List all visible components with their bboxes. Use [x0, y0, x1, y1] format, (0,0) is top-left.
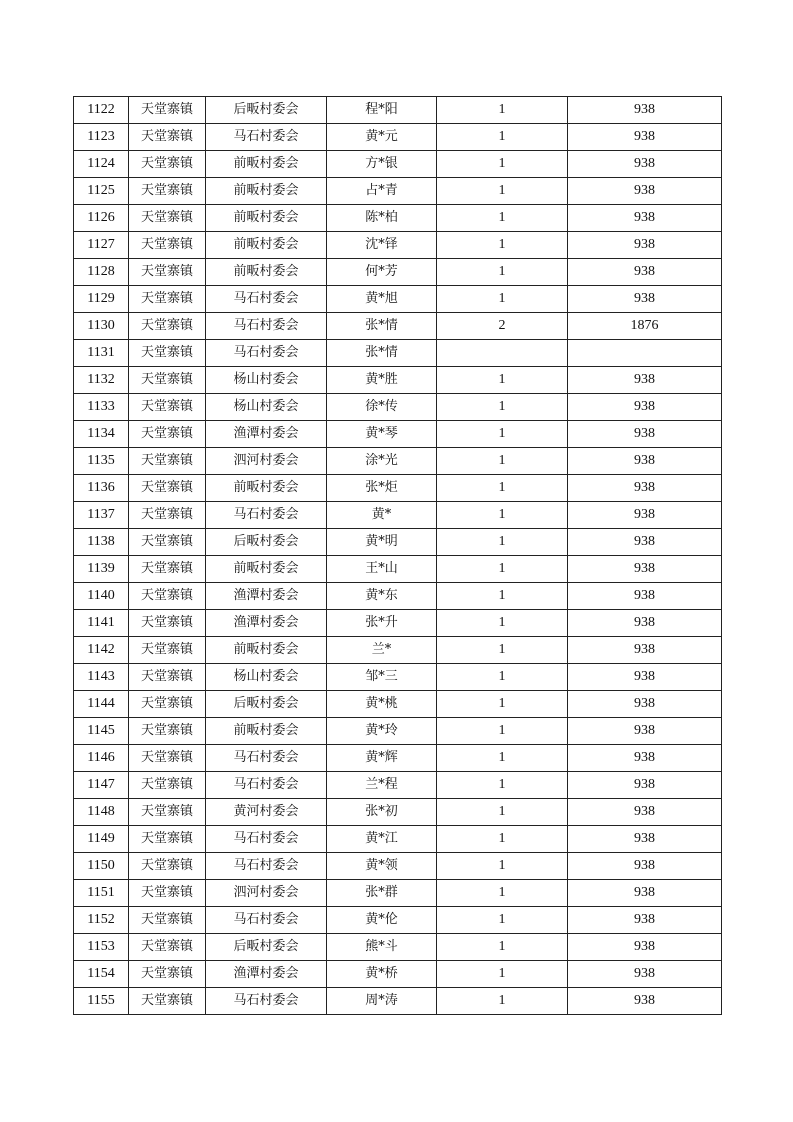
table-row: [74, 988, 722, 1015]
cell-serial-number: 1132: [74, 367, 129, 394]
cell-town: 天堂寨镇: [129, 286, 206, 313]
cell-town: 天堂寨镇: [129, 880, 206, 907]
cell-serial-number: 1122: [74, 97, 129, 124]
cell-count: 1: [437, 799, 568, 826]
cell-amount: 938: [568, 205, 722, 232]
cell-village: 前畈村委会: [206, 637, 327, 664]
cell-town: 天堂寨镇: [129, 853, 206, 880]
table-row: [74, 232, 722, 259]
cell-person-name: 黄*琴: [327, 421, 437, 448]
cell-serial-number: 1147: [74, 772, 129, 799]
cell-person-name: 周*涛: [327, 988, 437, 1015]
cell-count: 1: [437, 853, 568, 880]
cell-town: 天堂寨镇: [129, 691, 206, 718]
cell-serial-number: 1136: [74, 475, 129, 502]
cell-village: 后畈村委会: [206, 97, 327, 124]
cell-serial-number: 1141: [74, 610, 129, 637]
subsidy-table: [73, 96, 722, 1015]
cell-village: 前畈村委会: [206, 556, 327, 583]
cell-count: 1: [437, 556, 568, 583]
cell-count: 1: [437, 475, 568, 502]
cell-person-name: 黄*胜: [327, 367, 437, 394]
cell-village: 前畈村委会: [206, 259, 327, 286]
cell-serial-number: 1128: [74, 259, 129, 286]
table-row: [74, 394, 722, 421]
cell-village: 马石村委会: [206, 826, 327, 853]
table-row: [74, 421, 722, 448]
cell-count: 1: [437, 637, 568, 664]
table-row: [74, 664, 722, 691]
cell-amount: 938: [568, 637, 722, 664]
cell-count: 1: [437, 664, 568, 691]
cell-count: 1: [437, 421, 568, 448]
cell-count: 1: [437, 880, 568, 907]
cell-serial-number: 1149: [74, 826, 129, 853]
cell-serial-number: 1138: [74, 529, 129, 556]
table-row: [74, 772, 722, 799]
cell-village: 渔潭村委会: [206, 583, 327, 610]
cell-village: 前畈村委会: [206, 178, 327, 205]
cell-amount: 938: [568, 151, 722, 178]
cell-serial-number: 1150: [74, 853, 129, 880]
cell-count: [437, 340, 568, 367]
cell-town: 天堂寨镇: [129, 529, 206, 556]
cell-amount: 938: [568, 502, 722, 529]
cell-town: 天堂寨镇: [129, 313, 206, 340]
cell-town: 天堂寨镇: [129, 907, 206, 934]
cell-town: 天堂寨镇: [129, 448, 206, 475]
cell-village: 杨山村委会: [206, 394, 327, 421]
cell-town: 天堂寨镇: [129, 124, 206, 151]
table-row: [74, 448, 722, 475]
cell-village: 黄河村委会: [206, 799, 327, 826]
cell-count: 1: [437, 610, 568, 637]
cell-person-name: 张*群: [327, 880, 437, 907]
cell-amount: 938: [568, 772, 722, 799]
cell-town: 天堂寨镇: [129, 745, 206, 772]
cell-person-name: 黄*东: [327, 583, 437, 610]
table-row: [74, 286, 722, 313]
table-row: [74, 529, 722, 556]
cell-person-name: 黄*桃: [327, 691, 437, 718]
cell-count: 1: [437, 367, 568, 394]
cell-amount: 938: [568, 448, 722, 475]
cell-town: 天堂寨镇: [129, 934, 206, 961]
cell-count: 1: [437, 286, 568, 313]
cell-amount: 938: [568, 745, 722, 772]
cell-count: 1: [437, 988, 568, 1015]
cell-amount: 1876: [568, 313, 722, 340]
cell-serial-number: 1137: [74, 502, 129, 529]
cell-village: 杨山村委会: [206, 664, 327, 691]
table-row: [74, 178, 722, 205]
cell-village: 杨山村委会: [206, 367, 327, 394]
cell-serial-number: 1135: [74, 448, 129, 475]
cell-serial-number: 1127: [74, 232, 129, 259]
cell-count: 1: [437, 394, 568, 421]
cell-village: 马石村委会: [206, 502, 327, 529]
table-row: [74, 718, 722, 745]
cell-serial-number: 1140: [74, 583, 129, 610]
cell-town: 天堂寨镇: [129, 988, 206, 1015]
cell-amount: 938: [568, 988, 722, 1015]
cell-amount: 938: [568, 178, 722, 205]
cell-count: 1: [437, 907, 568, 934]
cell-village: 马石村委会: [206, 745, 327, 772]
cell-count: 1: [437, 718, 568, 745]
cell-serial-number: 1133: [74, 394, 129, 421]
table-row: [74, 556, 722, 583]
cell-village: 渔潭村委会: [206, 610, 327, 637]
cell-serial-number: 1153: [74, 934, 129, 961]
cell-town: 天堂寨镇: [129, 961, 206, 988]
cell-amount: 938: [568, 421, 722, 448]
cell-count: 1: [437, 259, 568, 286]
cell-town: 天堂寨镇: [129, 664, 206, 691]
cell-count: 1: [437, 691, 568, 718]
table-row: [74, 799, 722, 826]
cell-serial-number: 1131: [74, 340, 129, 367]
cell-village: 前畈村委会: [206, 232, 327, 259]
cell-count: 1: [437, 205, 568, 232]
cell-count: 1: [437, 934, 568, 961]
cell-serial-number: 1151: [74, 880, 129, 907]
cell-town: 天堂寨镇: [129, 97, 206, 124]
cell-town: 天堂寨镇: [129, 259, 206, 286]
cell-serial-number: 1146: [74, 745, 129, 772]
cell-serial-number: 1145: [74, 718, 129, 745]
cell-person-name: 方*银: [327, 151, 437, 178]
table-row: [74, 610, 722, 637]
cell-village: 马石村委会: [206, 340, 327, 367]
cell-serial-number: 1139: [74, 556, 129, 583]
cell-person-name: 熊*斗: [327, 934, 437, 961]
cell-count: 1: [437, 97, 568, 124]
cell-person-name: 张*炬: [327, 475, 437, 502]
cell-town: 天堂寨镇: [129, 421, 206, 448]
cell-amount: 938: [568, 880, 722, 907]
cell-amount: 938: [568, 799, 722, 826]
cell-amount: 938: [568, 907, 722, 934]
cell-count: 1: [437, 529, 568, 556]
cell-town: 天堂寨镇: [129, 205, 206, 232]
cell-count: 1: [437, 124, 568, 151]
cell-person-name: 黄*明: [327, 529, 437, 556]
cell-amount: 938: [568, 124, 722, 151]
cell-amount: 938: [568, 718, 722, 745]
table-row: [74, 853, 722, 880]
cell-person-name: 兰*: [327, 637, 437, 664]
cell-village: 马石村委会: [206, 124, 327, 151]
cell-town: 天堂寨镇: [129, 475, 206, 502]
cell-town: 天堂寨镇: [129, 394, 206, 421]
cell-amount: 938: [568, 610, 722, 637]
cell-serial-number: 1125: [74, 178, 129, 205]
cell-count: 1: [437, 151, 568, 178]
cell-person-name: 黄*玲: [327, 718, 437, 745]
cell-count: 1: [437, 826, 568, 853]
cell-count: 1: [437, 745, 568, 772]
cell-person-name: 张*初: [327, 799, 437, 826]
cell-amount: 938: [568, 934, 722, 961]
table-row: [74, 151, 722, 178]
table-row: [74, 934, 722, 961]
cell-amount: 938: [568, 232, 722, 259]
cell-amount: 938: [568, 961, 722, 988]
cell-village: 渔潭村委会: [206, 961, 327, 988]
cell-serial-number: 1152: [74, 907, 129, 934]
table-row: [74, 880, 722, 907]
cell-town: 天堂寨镇: [129, 799, 206, 826]
cell-amount: 938: [568, 583, 722, 610]
cell-person-name: 徐*传: [327, 394, 437, 421]
cell-person-name: 涂*光: [327, 448, 437, 475]
cell-amount: 938: [568, 826, 722, 853]
cell-town: 天堂寨镇: [129, 826, 206, 853]
cell-serial-number: 1126: [74, 205, 129, 232]
cell-town: 天堂寨镇: [129, 367, 206, 394]
cell-village: 后畈村委会: [206, 934, 327, 961]
cell-village: 马石村委会: [206, 772, 327, 799]
table-row: [74, 367, 722, 394]
cell-count: 1: [437, 178, 568, 205]
cell-amount: 938: [568, 97, 722, 124]
cell-amount: 938: [568, 259, 722, 286]
cell-amount: 938: [568, 367, 722, 394]
cell-amount: [568, 340, 722, 367]
cell-count: 1: [437, 772, 568, 799]
cell-serial-number: 1142: [74, 637, 129, 664]
table-row: [74, 637, 722, 664]
cell-town: 天堂寨镇: [129, 340, 206, 367]
table-row: [74, 97, 722, 124]
cell-serial-number: 1123: [74, 124, 129, 151]
cell-person-name: 黄*桥: [327, 961, 437, 988]
cell-village: 泗河村委会: [206, 448, 327, 475]
cell-amount: 938: [568, 664, 722, 691]
cell-village: 后畈村委会: [206, 691, 327, 718]
cell-town: 天堂寨镇: [129, 178, 206, 205]
cell-village: 马石村委会: [206, 313, 327, 340]
table-row: [74, 502, 722, 529]
table-row: [74, 475, 722, 502]
table-row: [74, 340, 722, 367]
cell-person-name: 黄*元: [327, 124, 437, 151]
cell-town: 天堂寨镇: [129, 772, 206, 799]
table-body: [74, 97, 722, 1015]
cell-town: 天堂寨镇: [129, 502, 206, 529]
cell-count: 1: [437, 583, 568, 610]
cell-amount: 938: [568, 394, 722, 421]
cell-village: 前畈村委会: [206, 151, 327, 178]
table-row: [74, 259, 722, 286]
cell-serial-number: 1129: [74, 286, 129, 313]
cell-person-name: 程*阳: [327, 97, 437, 124]
cell-amount: 938: [568, 529, 722, 556]
table-row: [74, 907, 722, 934]
cell-person-name: 兰*程: [327, 772, 437, 799]
cell-person-name: 邹*三: [327, 664, 437, 691]
cell-town: 天堂寨镇: [129, 637, 206, 664]
cell-town: 天堂寨镇: [129, 718, 206, 745]
cell-serial-number: 1148: [74, 799, 129, 826]
cell-count: 1: [437, 502, 568, 529]
table-row: [74, 826, 722, 853]
cell-amount: 938: [568, 556, 722, 583]
cell-serial-number: 1130: [74, 313, 129, 340]
cell-town: 天堂寨镇: [129, 232, 206, 259]
cell-serial-number: 1134: [74, 421, 129, 448]
cell-village: 马石村委会: [206, 988, 327, 1015]
cell-person-name: 黄*旭: [327, 286, 437, 313]
cell-village: 马石村委会: [206, 853, 327, 880]
cell-person-name: 黄*领: [327, 853, 437, 880]
cell-person-name: 张*升: [327, 610, 437, 637]
cell-person-name: 黄*江: [327, 826, 437, 853]
cell-count: 1: [437, 448, 568, 475]
cell-person-name: 王*山: [327, 556, 437, 583]
cell-person-name: 陈*柏: [327, 205, 437, 232]
cell-town: 天堂寨镇: [129, 556, 206, 583]
cell-count: 1: [437, 961, 568, 988]
table-row: [74, 745, 722, 772]
cell-person-name: 占*青: [327, 178, 437, 205]
cell-person-name: 沈*铎: [327, 232, 437, 259]
cell-town: 天堂寨镇: [129, 583, 206, 610]
cell-person-name: 黄*: [327, 502, 437, 529]
cell-serial-number: 1124: [74, 151, 129, 178]
cell-count: 1: [437, 232, 568, 259]
cell-person-name: 何*芳: [327, 259, 437, 286]
table-row: [74, 583, 722, 610]
table-row: [74, 124, 722, 151]
cell-count: 2: [437, 313, 568, 340]
cell-village: 前畈村委会: [206, 205, 327, 232]
table-row: [74, 313, 722, 340]
cell-person-name: 张*情: [327, 340, 437, 367]
cell-serial-number: 1155: [74, 988, 129, 1015]
cell-village: 马石村委会: [206, 286, 327, 313]
cell-village: 泗河村委会: [206, 880, 327, 907]
cell-person-name: 张*情: [327, 313, 437, 340]
cell-village: 前畈村委会: [206, 718, 327, 745]
cell-town: 天堂寨镇: [129, 151, 206, 178]
table-row: [74, 691, 722, 718]
cell-village: 渔潭村委会: [206, 421, 327, 448]
cell-town: 天堂寨镇: [129, 610, 206, 637]
cell-amount: 938: [568, 286, 722, 313]
cell-person-name: 黄*伦: [327, 907, 437, 934]
cell-village: 前畈村委会: [206, 475, 327, 502]
cell-person-name: 黄*辉: [327, 745, 437, 772]
table-row: [74, 205, 722, 232]
cell-amount: 938: [568, 853, 722, 880]
cell-village: 马石村委会: [206, 907, 327, 934]
cell-serial-number: 1143: [74, 664, 129, 691]
cell-serial-number: 1144: [74, 691, 129, 718]
table-row: [74, 961, 722, 988]
cell-village: 后畈村委会: [206, 529, 327, 556]
cell-serial-number: 1154: [74, 961, 129, 988]
cell-amount: 938: [568, 691, 722, 718]
cell-amount: 938: [568, 475, 722, 502]
